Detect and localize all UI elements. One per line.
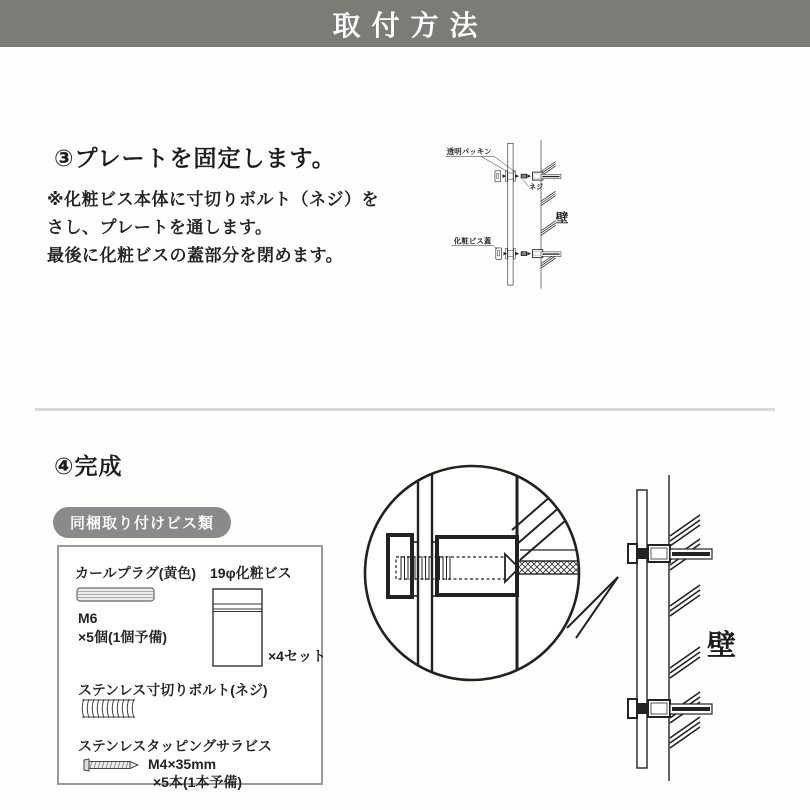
included-parts-box bbox=[57, 545, 326, 790]
plate bbox=[637, 490, 647, 768]
threaded-bolt bbox=[401, 556, 450, 580]
packing-right bbox=[514, 248, 516, 259]
part-name: カールプラグ(黄色) bbox=[75, 565, 197, 581]
packing-leader-lines bbox=[446, 157, 516, 173]
part-name: ステンレス寸切りボルト(ネジ) bbox=[78, 682, 268, 698]
step3-line1: ※化粧ビス本体に寸切りボルト（ネジ）を bbox=[47, 190, 380, 209]
screw-cap bbox=[495, 171, 501, 182]
screw-leader-line bbox=[523, 180, 528, 187]
page-title: 取付方法 bbox=[332, 9, 489, 41]
screw-shaft bbox=[517, 561, 581, 574]
wall-label: 壁 bbox=[707, 630, 737, 662]
assembly-1 bbox=[495, 171, 561, 187]
part-spec: M6 bbox=[78, 610, 98, 626]
part-qty: ×5本(1本予備) bbox=[153, 774, 243, 790]
step4-heading: ④完成 bbox=[54, 453, 123, 479]
part-qty: ×5個(1個予備) bbox=[78, 629, 168, 645]
plate bbox=[508, 143, 513, 285]
step3-line3: 最後に化粧ビスの蓋部分を閉めます。 bbox=[47, 246, 344, 265]
included-parts-badge bbox=[53, 507, 231, 538]
packing-left bbox=[506, 171, 508, 182]
assembly-2 bbox=[496, 248, 561, 260]
screw-cap bbox=[496, 248, 502, 260]
part-qty: ×4セット bbox=[268, 648, 326, 664]
cap-leader-lines bbox=[452, 246, 498, 250]
step3-line2: さし、プレートを通します。 bbox=[47, 218, 273, 237]
decorative-screw-icon bbox=[212, 588, 264, 668]
threaded-bolt-icon bbox=[79, 698, 139, 719]
badge-label: 同梱取り付けビス類 bbox=[70, 515, 215, 532]
part-name: 19φ化粧ビス bbox=[210, 565, 292, 581]
packing-right bbox=[514, 171, 516, 182]
header-bar bbox=[0, 0, 810, 47]
screw-label: ネジ bbox=[529, 182, 544, 191]
wall-plug-icon bbox=[76, 587, 156, 603]
cap-label: 化粧ビス蓋 bbox=[453, 236, 492, 246]
section-divider bbox=[35, 408, 775, 411]
step3-description bbox=[47, 186, 407, 270]
tapping-screw-icon bbox=[82, 757, 140, 773]
threaded-screw bbox=[521, 252, 527, 256]
step3-heading: ③プレートを固定します。 bbox=[54, 145, 336, 171]
threaded-screw bbox=[521, 174, 527, 178]
wall-label: 壁 bbox=[555, 210, 569, 226]
packing-label: 透明パッキン bbox=[446, 146, 492, 156]
step4-diagram bbox=[360, 450, 790, 800]
part-spec: M4×35mm bbox=[148, 756, 217, 772]
step3-diagram bbox=[440, 55, 790, 400]
part-name: ステンレスタッピングサラビス bbox=[78, 738, 272, 754]
finished-view bbox=[628, 475, 712, 781]
